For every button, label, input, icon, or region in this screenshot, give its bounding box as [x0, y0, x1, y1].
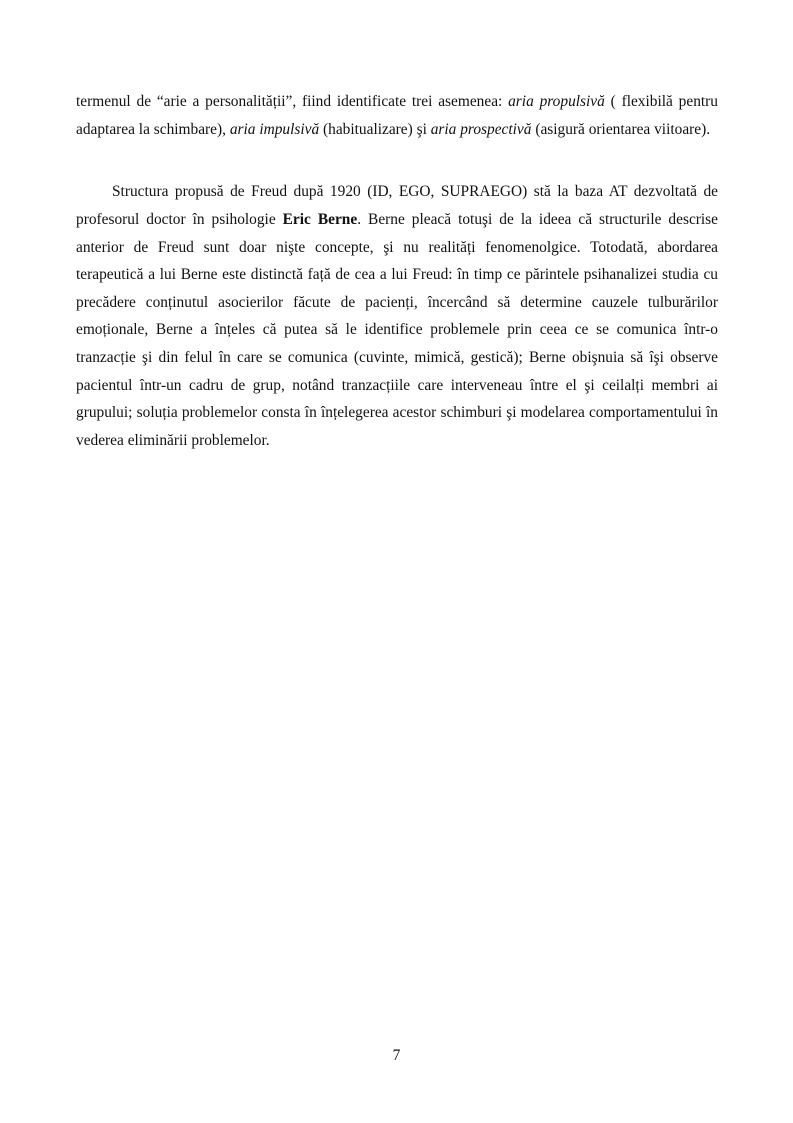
paragraph-2-text-2: . Berne pleacă totuşi de la ideea că structurile descrise anterior de Freud sunt doar nişte concepte, şi nu realități fenomenolgice. Totodată, abordarea terapeutică a lui Berne este distinctă față de cea a lui Freud: în timp ce părintele psihanalizei studia cu precădere conținutul asocierilor făcute de pacienți, încercând să determine cauzele tulburărilor emoționale, Berne a înțeles că putea să le identifice problemele prin ceea ce se comunica într-o tranzacție şi din felul în care se comunica (cuvinte, mimică, gestică); Berne obişnuia să îşi observe pacientul într-un cadru de grup, notând tranzacțiile care interveneau între el şi ceilalți membri ai grupului; soluția problemelor consta în înțelegerea acestor schimburi şi modelarea comportamentului în vederea eliminării problemelor.: [76, 210, 719, 449]
name-eric-berne: Eric Berne: [282, 210, 358, 228]
paragraph-1-text-1: termenul de “arie a personalității”, fiind identificate trei asemenea:: [76, 93, 509, 111]
paragraph-personality-areas: [76, 88, 718, 143]
paragraph-1-text-4: (asigură orientarea viitoare).: [531, 120, 711, 138]
page-number: 7: [392, 1047, 401, 1064]
paragraph-1-text-2: ( flexibilă pentru adaptarea la schimbare),: [76, 93, 718, 138]
paragraph-2-text-1: Structura propusă de Freud după 1920 (ID, EGO, SUPRAEGO) stă la baza AT dezvoltată de profesorul doctor în psihologie: [76, 183, 718, 228]
term-propulsive-area: aria propulsivă: [508, 93, 605, 111]
paragraph-freud-berne: [76, 178, 718, 454]
paragraph-1-text-3: (habitualizare) şi: [319, 120, 431, 138]
term-prospective-area: aria prospectivă: [430, 120, 532, 138]
term-impulsive-area: aria impulsivă: [229, 120, 320, 138]
